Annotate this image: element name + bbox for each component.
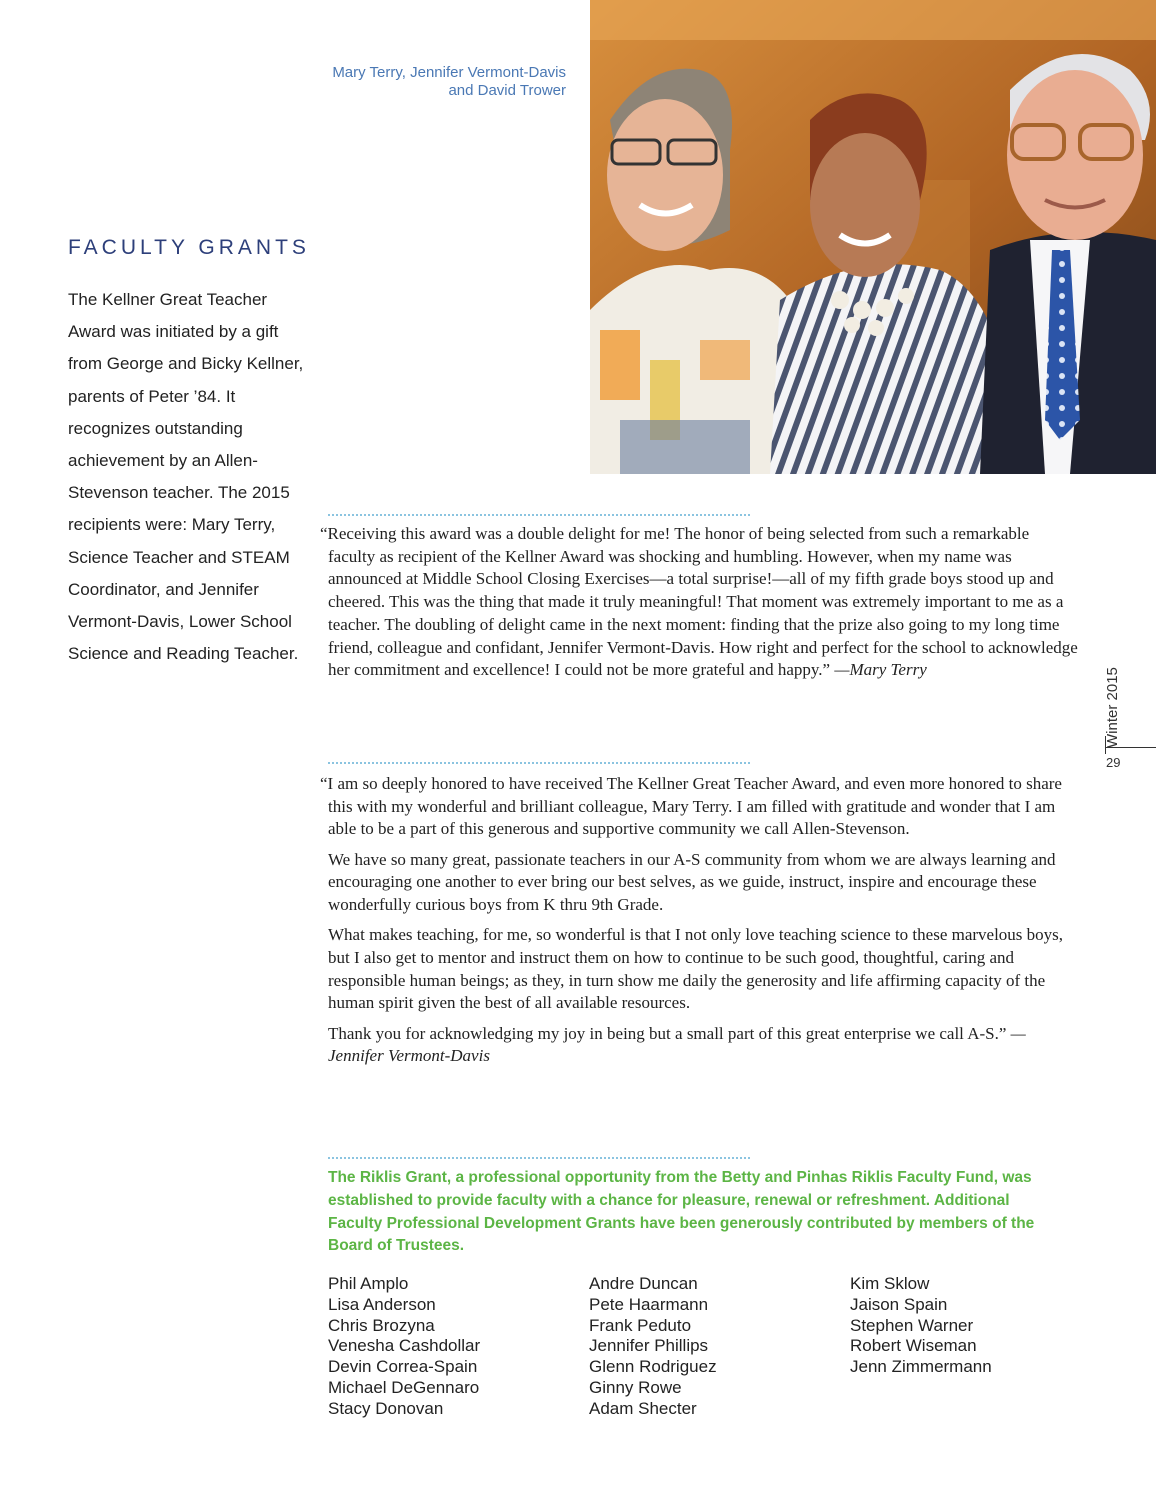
grant-note: The Riklis Grant, a professional opportunity from the Betty and Pinhas Riklis Faculty Fund, was established to provide faculty with a chance for pleasure, renewal or refreshment. Additional Faculty Professional Development Grants have been generously contributed by members of the Board of Trustees. bbox=[328, 1169, 1035, 1255]
page-folio bbox=[1100, 640, 1156, 780]
names-column-3 bbox=[850, 1274, 992, 1378]
quote-1-attribution: —Mary Terry bbox=[834, 660, 927, 680]
quote-2-paragraph-2: We have so many great, passionate teachers in our A-S community from whom we are always learning and encouraging one another to ever bring our best selves, as we guide, instruct, inspire and encourage these wonderfully curious boys from K thru 9th Grade. bbox=[328, 849, 1056, 915]
quote-2-paragraph-4 bbox=[328, 1023, 1080, 1068]
quote-jennifer-vermont-davis bbox=[320, 773, 1080, 1075]
name-item: Stephen Warner bbox=[850, 1315, 974, 1335]
award-photo-illustration bbox=[590, 0, 1156, 474]
name-item: Robert Wiseman bbox=[850, 1336, 977, 1356]
quote-2-paragraph-1: “I am so deeply honored to have received The Kellner Great Teacher Award, and even more honored to share this with my wonderful and brilliant colleague, Mary Terry. I am filled with gratitude and wonder that I am able to be a part of this generous and supportive community we call Allen-Stevenson. bbox=[320, 774, 1062, 839]
quote-1-paragraph bbox=[320, 523, 1080, 682]
divider-2 bbox=[328, 762, 750, 764]
divider-1 bbox=[328, 514, 750, 516]
name-item: Chris Brozyna bbox=[328, 1315, 435, 1335]
name-item: Pete Haarmann bbox=[589, 1294, 709, 1314]
name-item: Glenn Rodriguez bbox=[589, 1357, 717, 1377]
name-item: Kim Sklow bbox=[850, 1274, 930, 1293]
intro-paragraph: The Kellner Great Teacher Award was initiated by a gift from George and Bicky Kellner, parents of Peter ’84. It recognizes outstanding achievement by an Allen-Stevenson teacher. The 2015 recipients were: Mary Terry, Science Teacher and STEAM Coordinator, and Jennifer Vermont-Davis, Lower School Science and Reading Teacher. bbox=[68, 290, 304, 664]
folio-horizontal-rule bbox=[1105, 747, 1156, 748]
name-item: Ginny Rowe bbox=[589, 1377, 682, 1397]
quote-2-paragraph-3: What makes teaching, for me, so wonderful is that I not only love teaching science to these marvelous boys, but I also get to mentor and instruct them on how to continue to be such good, thoughtful, caring and responsible human beings; as they, in turn show me daily the generosity and life affirming capacity of the human spirit given the best of all available resources. bbox=[328, 925, 1064, 1013]
issue-season: Winter 2015 bbox=[1104, 667, 1121, 748]
caption-line-2: and David Trower bbox=[448, 82, 566, 99]
name-item: Devin Correa-Spain bbox=[328, 1357, 478, 1377]
name-item: Phil Amplo bbox=[328, 1274, 409, 1293]
quote-1-text: “Receiving this award was a double delight for me! The honor of being selected from such a remarkable faculty as recipient of the Kellner Award was shocking and humbling. However, when my name was announced at Middle School Closing Exercises—a total surprise!—all of my fifth grade boys stood up and cheered. This was the thing that made it truly meaningful! That moment was extremely important to me as a teacher. The doubling of delight came in the next moment: finding that the prize also going to my long time friend, colleague and confidant, Jennifer Vermont-Davis. How right and perfect for the school to acknowledge her commitment and excellence! I could not be more grateful and happy.” bbox=[320, 524, 1078, 680]
quote-2-text: Thank you for acknowledging my joy in being but a small part of this great enterprise we call A-S.” bbox=[328, 1023, 1007, 1043]
page-number: 29 bbox=[1106, 755, 1121, 770]
quote-2-attribution: — Jennifer Vermont-Davis bbox=[328, 1023, 1026, 1066]
name-item: Jenn Zimmermann bbox=[850, 1357, 992, 1377]
name-item: Stacy Donovan bbox=[328, 1398, 444, 1418]
divider-3 bbox=[328, 1157, 750, 1159]
photo-caption bbox=[266, 64, 566, 100]
award-photo bbox=[590, 0, 1156, 474]
name-item: Jennifer Phillips bbox=[589, 1336, 709, 1356]
name-item: Michael DeGennaro bbox=[328, 1377, 480, 1397]
name-item: Adam Shecter bbox=[589, 1398, 697, 1418]
name-item: Jaison Spain bbox=[850, 1294, 948, 1314]
caption-line-1: Mary Terry, Jennifer Vermont-Davis bbox=[332, 64, 566, 81]
names-column-2 bbox=[589, 1274, 717, 1420]
folio-vertical-rule bbox=[1105, 736, 1106, 754]
name-item: Venesha Cashdollar bbox=[328, 1336, 481, 1356]
section-title: FACULTY GRANTS bbox=[68, 236, 310, 259]
name-item: Andre Duncan bbox=[589, 1274, 698, 1293]
name-item: Lisa Anderson bbox=[328, 1294, 436, 1314]
name-item: Frank Peduto bbox=[589, 1315, 692, 1335]
quote-mary-terry bbox=[320, 523, 1080, 689]
names-column-1 bbox=[328, 1274, 480, 1420]
